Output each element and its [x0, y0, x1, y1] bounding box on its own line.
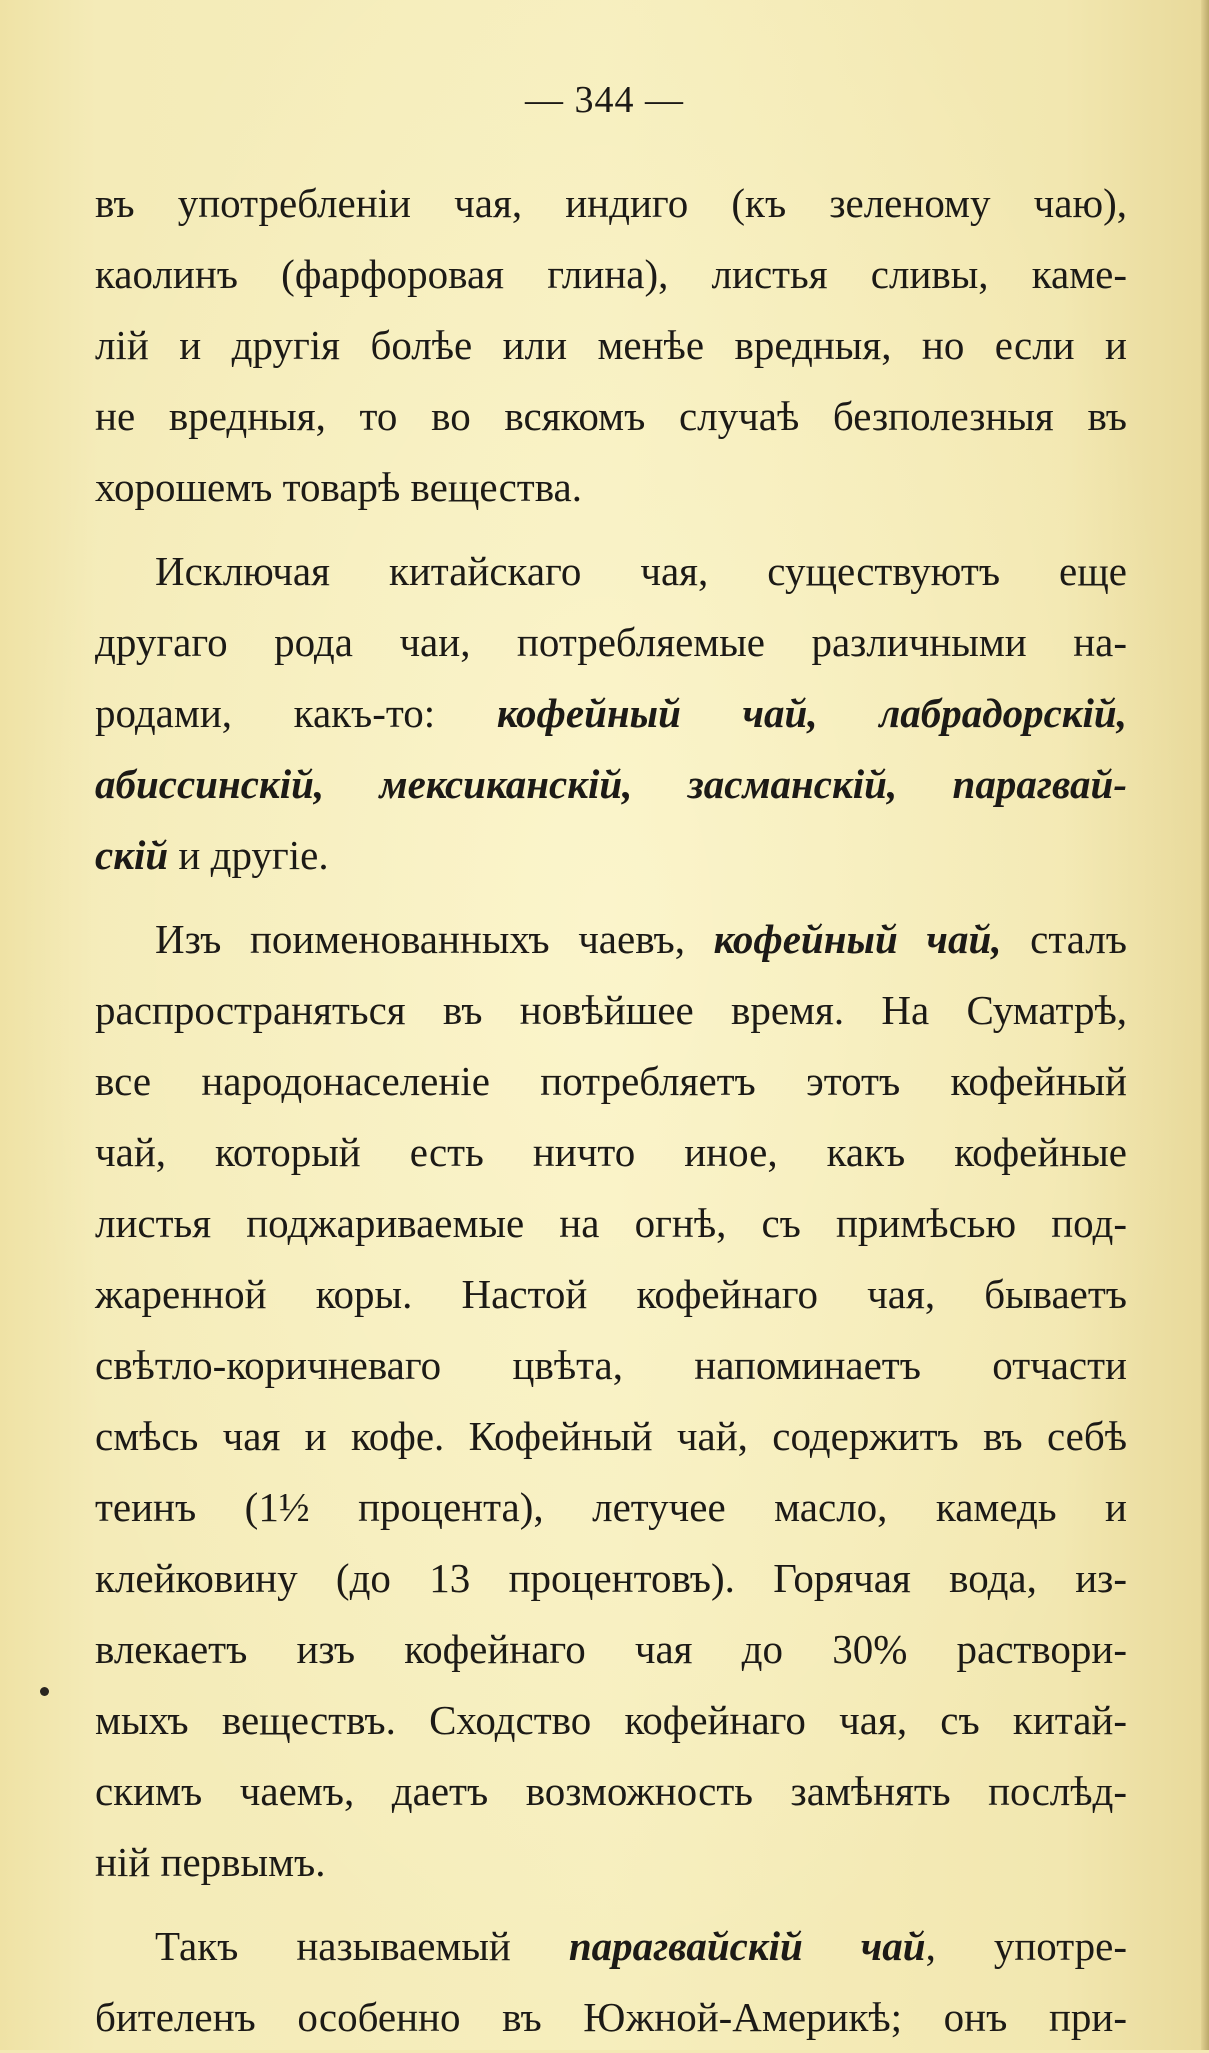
text-line: ній первымъ.	[95, 1839, 326, 1885]
text-line: влекаетъ изъ кофейнаго чая до 30% раствори-	[95, 1626, 1127, 1672]
italic-run: кофейный чай, лабрадорскій,	[496, 690, 1127, 736]
text-line: чай, который есть ничто иное, какъ кофейные	[95, 1129, 1127, 1175]
text-run: Изъ поименованныхъ чаевъ,	[155, 916, 714, 962]
text-line: скимъ чаемъ, даетъ возможность замѣнять послѣд-	[95, 1768, 1127, 1814]
italic-run: скій	[95, 832, 169, 878]
text-line: Исключая китайскаго чая, существуютъ еще	[155, 548, 1127, 594]
text-line: все народонаселеніе потребляетъ этотъ кофейный	[95, 1058, 1127, 1104]
text-line	[95, 678, 1127, 749]
text-line: листья поджариваемые на огнѣ, съ примѣсью под-	[95, 1200, 1127, 1246]
text-run: , употре-	[925, 1923, 1128, 1969]
text-line: не вредныя, то во всякомъ случаѣ безполезныя въ	[95, 393, 1127, 439]
text-run: и другіе.	[168, 832, 329, 878]
text-line: жаренной коры. Настой кофейнаго чая, бываетъ	[95, 1271, 1127, 1317]
paragraph-gap	[95, 891, 1127, 904]
paragraph-gap	[95, 1898, 1127, 1911]
page-number: — 344 —	[525, 79, 684, 121]
text-line	[95, 1911, 1127, 1982]
italic-run: абиссинскій, мексиканскій, засманскій, парагвай-	[95, 761, 1127, 807]
italic-run: парагвайскій чай	[568, 1923, 926, 1969]
text-line	[95, 904, 1127, 975]
text-line: теинъ (1½ процента), летучее масло, камедь и	[95, 1484, 1127, 1530]
text-line: хорошемъ товарѣ вещества.	[95, 464, 582, 510]
italic-run: кофейный чай,	[713, 916, 1002, 962]
text-line: распространяться въ новѣйшее время. На Суматрѣ,	[95, 987, 1127, 1033]
paragraph-gap	[95, 523, 1127, 536]
text-line: смѣсь чая и кофе. Кофейный чай, содержитъ въ себѣ	[95, 1413, 1127, 1459]
text-line: въ употребленіи чая, индиго (къ зеленому чаю),	[95, 180, 1127, 226]
text-line: лій и другія болѣе или менѣе вредныя, но если и	[95, 322, 1127, 368]
text-line	[95, 820, 1127, 891]
text-line: мыхъ веществъ. Сходство кофейнаго чая, съ китай-	[95, 1697, 1127, 1743]
text-line: клейковину (до 13 процентовъ). Горячая вода, из-	[95, 1555, 1127, 1601]
text-line	[95, 749, 1127, 820]
margin-ink-dot	[40, 1687, 49, 1696]
text-line: свѣтло-коричневаго цвѣта, напоминаетъ отчасти	[95, 1342, 1127, 1388]
text-line: другаго рода чаи, потребляемые различными на-	[95, 619, 1127, 665]
text-line: каолинъ (фарфоровая глина), листья сливы, каме-	[95, 251, 1127, 297]
page-edge-shadow	[1201, 0, 1209, 2050]
text-run: сталъ	[1001, 916, 1128, 962]
text-run: Такъ называемый	[155, 1923, 569, 1969]
body-text	[95, 168, 1127, 2053]
text-line: бителенъ особенно въ Южной-Америкѣ; онъ при-	[95, 1994, 1127, 2040]
text-run: родами, какъ-то:	[95, 690, 497, 736]
